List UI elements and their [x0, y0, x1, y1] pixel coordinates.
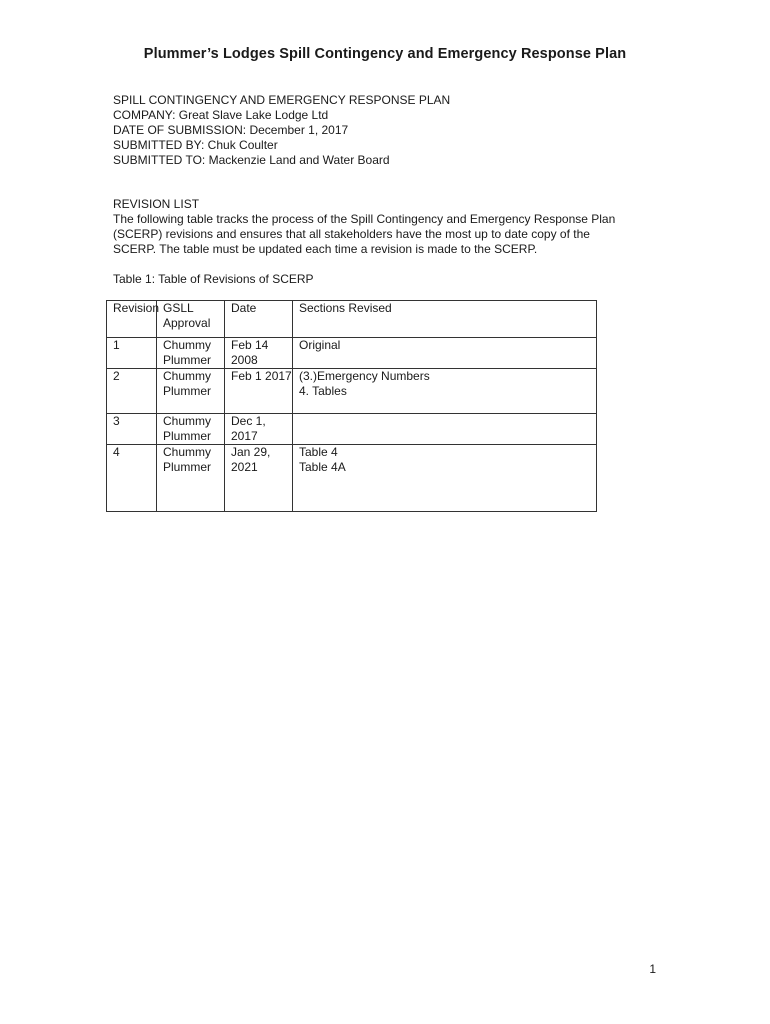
header-date: Date: [225, 301, 293, 338]
cell-gsll-approval: Chummy Plummer: [157, 445, 225, 512]
cell-gsll-approval: Chummy Plummer: [157, 414, 225, 445]
cell-date: Feb 1 2017: [225, 369, 293, 414]
revision-paragraph-line: The following table tracks the process of the Spill Contingency and Emergency Response Plan: [113, 212, 616, 226]
cell-revision: 4: [107, 445, 157, 512]
submitted-to-line: SUBMITTED TO: Mackenzie Land and Water Board: [113, 153, 390, 167]
cell-sections-revised: Table 4 Table 4A: [293, 445, 597, 512]
table-header-row: [107, 301, 597, 338]
cell-revision: 2: [107, 369, 157, 414]
revision-list-section: [113, 197, 653, 257]
header-sections-revised: Sections Revised: [293, 301, 597, 338]
plan-name-line: SPILL CONTINGENCY AND EMERGENCY RESPONSE PLAN: [113, 93, 451, 107]
revision-list-heading: REVISION LIST: [113, 197, 200, 211]
cell-date: Feb 14 2008: [225, 338, 293, 369]
cell-gsll-approval: Chummy Plummer: [157, 369, 225, 414]
revisions-table: [106, 300, 597, 512]
cell-sections-revised: [293, 414, 597, 445]
table-row: [107, 338, 597, 369]
page-number: 1: [649, 962, 656, 976]
page-title: Plummer’s Lodges Spill Contingency and Emergency Response Plan: [143, 46, 627, 62]
submission-date-line: DATE OF SUBMISSION: December 1, 2017: [113, 123, 349, 137]
cell-sections-revised: Original: [293, 338, 597, 369]
header-gsll-approval: GSLL Approval: [157, 301, 225, 338]
submission-header: [113, 93, 653, 168]
cell-gsll-approval: Chummy Plummer: [157, 338, 225, 369]
submitted-by-line: SUBMITTED BY: Chuk Coulter: [113, 138, 278, 152]
cell-sections-revised: (3.)Emergency Numbers 4. Tables: [293, 369, 597, 414]
revision-paragraph-line: SCERP. The table must be updated each time a revision is made to the SCERP.: [113, 242, 538, 256]
table-row: [107, 369, 597, 414]
cell-date: Dec 1, 2017: [225, 414, 293, 445]
header-revision: Revision: [107, 301, 157, 338]
cell-revision: 1: [107, 338, 157, 369]
table-row: [107, 445, 597, 512]
cell-date: Jan 29, 2021: [225, 445, 293, 512]
revision-paragraph-line: (SCERP) revisions and ensures that all stakeholders have the most up to date copy of the: [113, 227, 590, 241]
table-row: [107, 414, 597, 445]
cell-revision: 3: [107, 414, 157, 445]
company-line: COMPANY: Great Slave Lake Lodge Ltd: [113, 108, 329, 122]
table-caption: Table 1: Table of Revisions of SCERP: [113, 272, 314, 286]
